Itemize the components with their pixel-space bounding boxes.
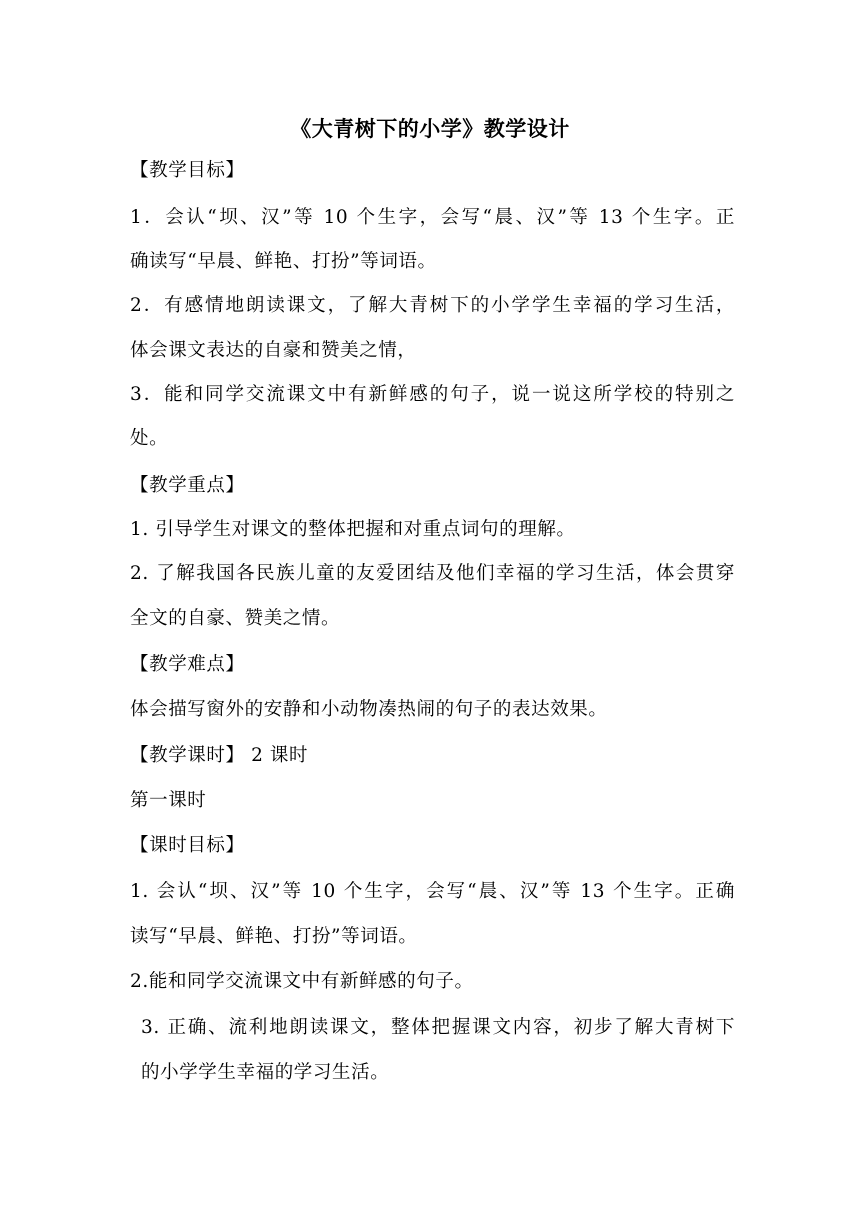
heading-teaching-objectives: 【教学目标】 xyxy=(130,160,245,181)
period-objective-3-line-1: 3. 正确、流利地朗读课文，整体把握课文内容，初步了解大青树下 xyxy=(141,1017,735,1038)
objective-2-line-2: 体会课文表达的自豪和赞美之情， xyxy=(130,340,417,361)
objective-3-line-2: 处。 xyxy=(130,428,169,449)
focus-2-line-2: 全文的自豪、赞美之情。 xyxy=(130,608,341,629)
objective-2-line-1: 2．有感情地朗读课文，了解大青树下的小学学生幸福的学习生活， xyxy=(130,295,735,316)
period-objective-3-line-2: 的小学学生幸福的学习生活。 xyxy=(141,1062,390,1083)
first-period-heading: 第一课时 xyxy=(130,790,207,811)
period-objective-2: 2.能和同学交流课文中有新鲜感的句子。 xyxy=(130,971,474,992)
objective-3-line-1: 3．能和同学交流课文中有新鲜感的句子，说一说这所学校的特别之 xyxy=(130,384,735,405)
period-objective-1-line-2: 读写“早晨、鲜艳、打扮”等词语。 xyxy=(130,926,418,947)
difficulty-text: 体会描写窗外的安静和小动物凑热闹的句子的表达效果。 xyxy=(130,699,608,720)
teaching-periods: 【教学课时】 2 课时 xyxy=(130,745,309,766)
heading-period-objectives: 【课时目标】 xyxy=(130,835,245,856)
focus-2-line-1: 2. 了解我国各民族儿童的友爱团结及他们幸福的学习生活，体会贯穿 xyxy=(130,563,735,584)
focus-1: 1. 引导学生对课文的整体把握和对重点词句的理解。 xyxy=(130,519,576,540)
objective-1-line-1: 1．会认“坝、汉”等 10 个生字，会写“晨、汉”等 13 个生字。正 xyxy=(130,207,735,228)
document-title: 《大青树下的小学》教学设计 xyxy=(290,117,570,141)
period-objective-1-line-1: 1. 会认“坝、汉”等 10 个生字，会写“晨、汉”等 13 个生字。正确 xyxy=(130,881,735,902)
heading-teaching-focus: 【教学重点】 xyxy=(130,475,245,496)
heading-teaching-difficulty: 【教学难点】 xyxy=(130,654,245,675)
objective-1-line-2: 确读写“早晨、鲜艳、打扮”等词语。 xyxy=(130,251,437,272)
